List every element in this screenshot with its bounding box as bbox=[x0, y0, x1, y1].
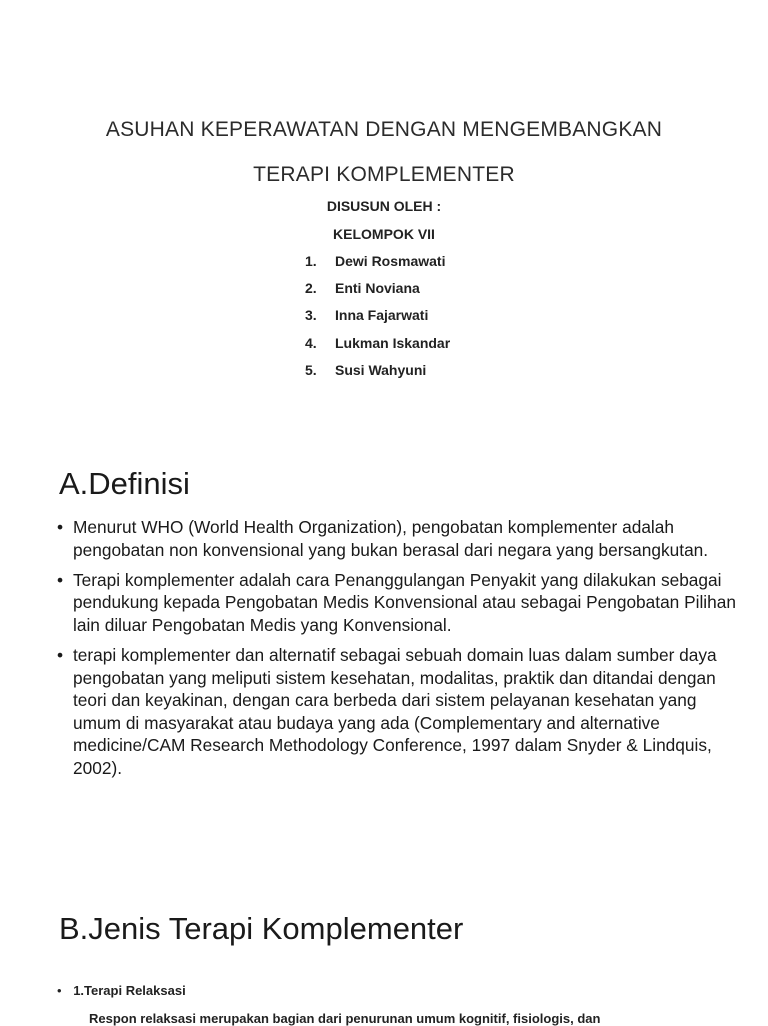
section-heading: B.Jenis Terapi Komplementer bbox=[59, 911, 464, 946]
member-number: 5. bbox=[305, 361, 317, 378]
paragraph-text: Respon relaksasi merupakan bagian dari penurunan umum kognitif, fisiologis, dan bbox=[89, 1011, 601, 1026]
member-item bbox=[0, 253, 768, 280]
definition-bullets bbox=[57, 516, 737, 787]
bullet-text: Menurut WHO (World Health Organization), pengobatan komplementer adalah pengobatan non konvensional yang bukan berasal dari negara yang bersangkutan. bbox=[73, 517, 709, 560]
member-list bbox=[0, 253, 768, 389]
definition-slide bbox=[0, 430, 768, 870]
bullet-text: terapi komplementer dan alternatif sebagai sebuah domain luas dalam sumber daya pengobatan yang meliputi sistem kesehatan, modalitas, praktik dan ditandai dengan teori dan keyakinan, dengan cara berbeda dari sistem pelayanan kesehatan yang umum di masyarakat atau budaya yang ada (Complementary and alternative medicine/CAM Research Methodology Conference, 1997 dalam Snyder & Lindquis, 2002). bbox=[73, 644, 717, 778]
member-number: 2. bbox=[305, 280, 317, 297]
member-name: Lukman Iskandar bbox=[335, 334, 451, 351]
list-item bbox=[57, 983, 186, 998]
types-slide bbox=[0, 870, 768, 1024]
bullet-icon: • bbox=[57, 983, 62, 998]
bullet-text: Terapi komplementer adalah cara Penanggulangan Penyakit yang dilakukan sebagai pendukung kepada Pengobatan Medis Konvensional atau sebagai Pengobatan Pilihan lain diluar Pengobatan Medis yang Konvensional. bbox=[73, 569, 736, 635]
member-name: Enti Noviana bbox=[335, 280, 420, 297]
section-heading: A.Definisi bbox=[59, 466, 190, 501]
item-label: 1.Terapi Relaksasi bbox=[73, 983, 186, 998]
member-name: Susi Wahyuni bbox=[335, 361, 427, 378]
bullet-item bbox=[57, 569, 737, 637]
title-line-1: ASUHAN KEPERAWATAN DENGAN MENGEMBANGKAN bbox=[105, 118, 663, 141]
member-item bbox=[0, 335, 768, 362]
title-line-2: TERAPI KOMPLEMENTER bbox=[253, 163, 515, 186]
member-number: 4. bbox=[305, 334, 317, 351]
bullet-icon: • bbox=[57, 569, 64, 590]
bullet-icon: • bbox=[57, 644, 64, 665]
member-number: 3. bbox=[305, 307, 317, 324]
member-item bbox=[0, 280, 768, 307]
member-item bbox=[0, 307, 768, 334]
title-slide bbox=[0, 0, 768, 430]
member-name: Dewi Rosmawati bbox=[335, 253, 446, 269]
authored-by-label: DISUSUN OLEH : bbox=[326, 198, 442, 214]
bullet-icon: • bbox=[57, 517, 64, 537]
bullet-item bbox=[57, 516, 737, 561]
group-label: KELOMPOK VII bbox=[333, 226, 435, 242]
member-number: 1. bbox=[305, 253, 317, 269]
member-name: Inna Fajarwati bbox=[335, 307, 429, 324]
member-item bbox=[0, 362, 768, 389]
bullet-item bbox=[57, 644, 737, 780]
